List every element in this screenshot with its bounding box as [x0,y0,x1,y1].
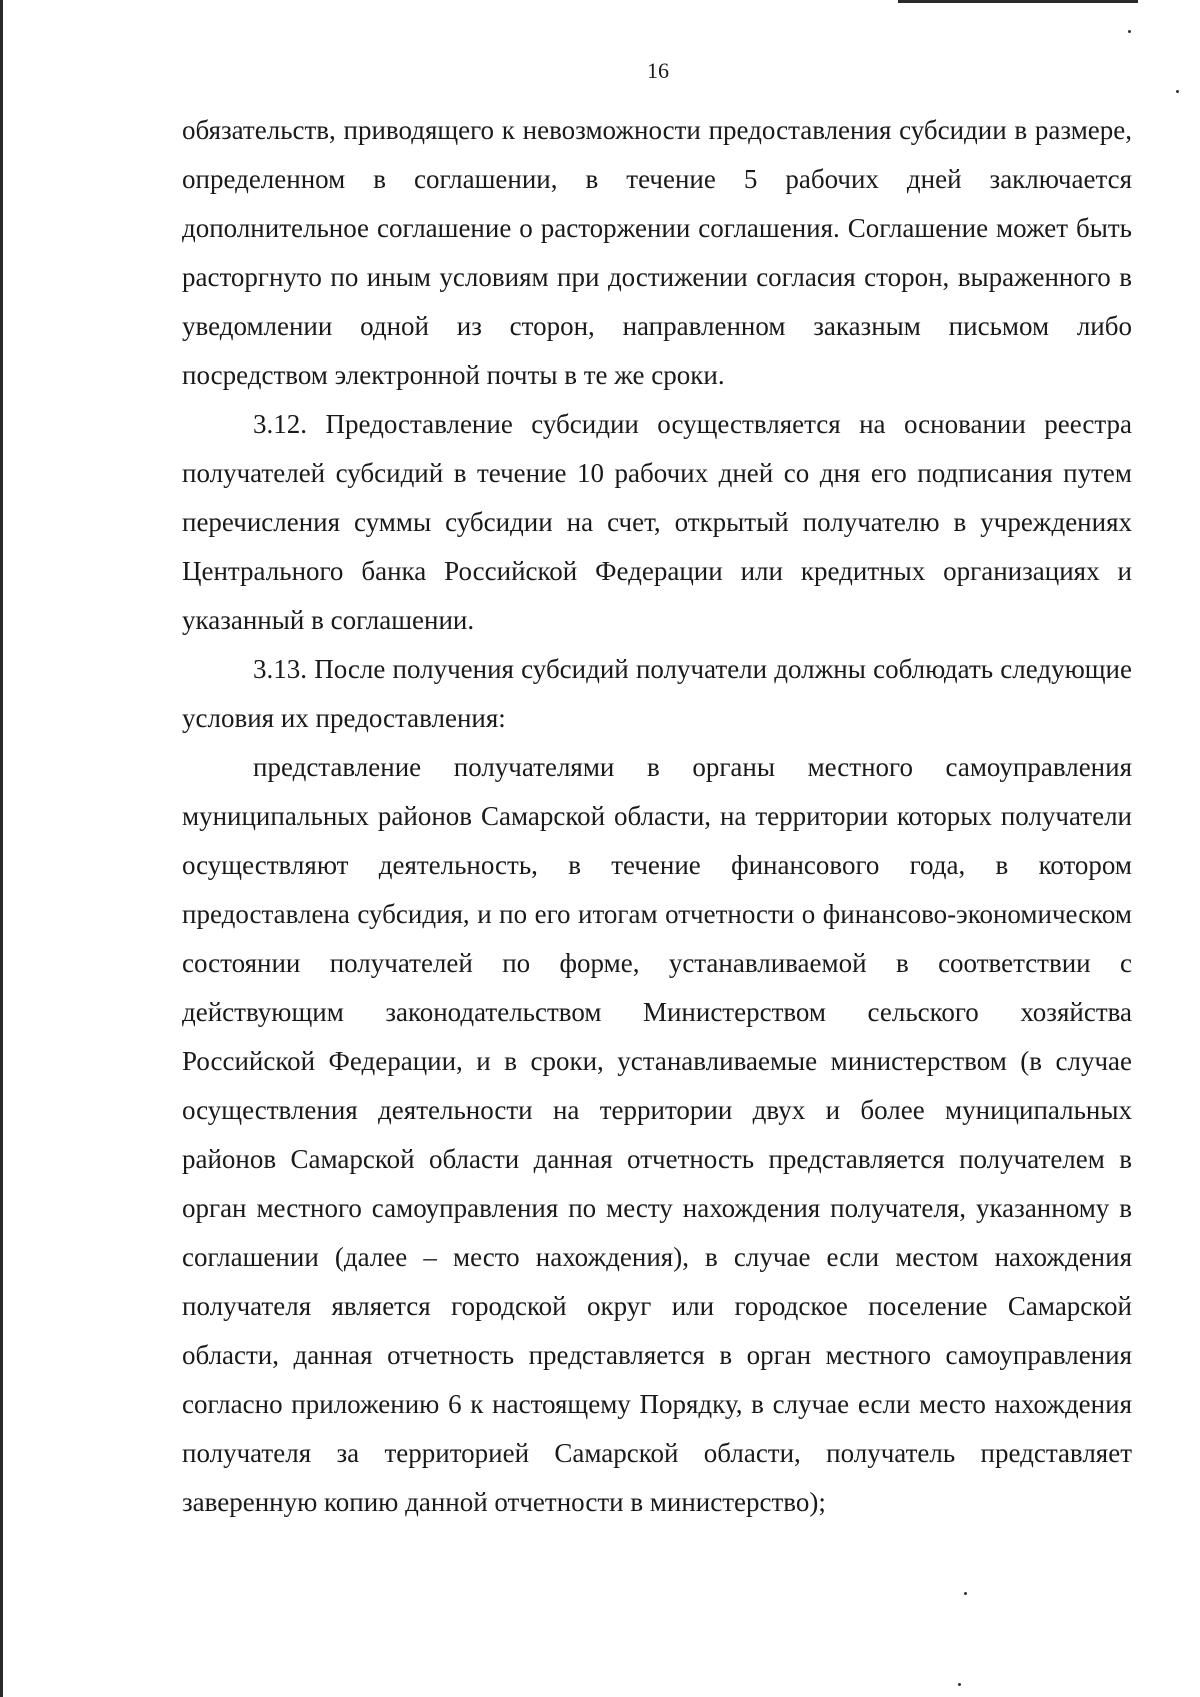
scan-left-edge [0,0,3,1697]
scan-speck [1128,30,1131,33]
scan-speck [1176,90,1179,93]
scan-speck [958,1683,961,1686]
document-body [182,106,1132,1527]
page-number: 16 [647,58,669,83]
scan-top-mark [898,0,1138,3]
scan-speck [964,1592,967,1595]
paragraph-continuation: обязательств, приводящего к невозможности предоставления субсидии в размере, определенном в соглашении, в течение 5 рабочих дней заключается дополнительное соглашение о расторжении соглашения. Соглашение может быть расторгнуто по иным условиям при достижении согласия сторон, выраженного в уведомлении одной из сторон, направленном заказным письмом либо посредством электронной почты в те же сроки. [182,115,1132,390]
paragraph-3-13: 3.13. После получения субсидий получатели должны соблюдать следующие условия их предоставления: [182,654,1132,733]
paragraph-3-12: 3.12. Предоставление субсидии осуществляется на основании реестра получателей субсидий в течение 10 рабочих дней со дня его подписания путем перечисления суммы субсидии на счет, открытый получателю в учреждениях Центрального банка Российской Федерации или кредитных организациях и указанный в соглашении. [182,409,1132,635]
paragraph-reporting-condition: представление получателями в органы местного самоуправления муниципальных районов Самарской области, на территории которых получатели осуществляют деятельность, в течение финансового года, в котором предоставлена субсидия, и по его итогам отчетности о финансово-экономическом состоянии получателей по форме, устанавливаемой в соответствии с действующим законодательством Министерством сельского хозяйства Российской Федерации, и в сроки, устанавливаемые министерством (в случае осуществления деятельности на территории двух и более муниципальных районов Самарской области данная отчетность представляется получателем в орган местного самоуправления по месту нахождения получателя, указанному в соглашении (далее – место нахождения), в случае если местом нахождения получателя является городской округ или городское поселение Самарской области, данная отчетность представляется в орган местного самоуправления согласно приложению 6 к настоящему Порядку, в случае если место нахождения получателя за территорией Самарской области, получатель представляет заверенную копию данной отчетности в министерство); [182,752,1132,1517]
